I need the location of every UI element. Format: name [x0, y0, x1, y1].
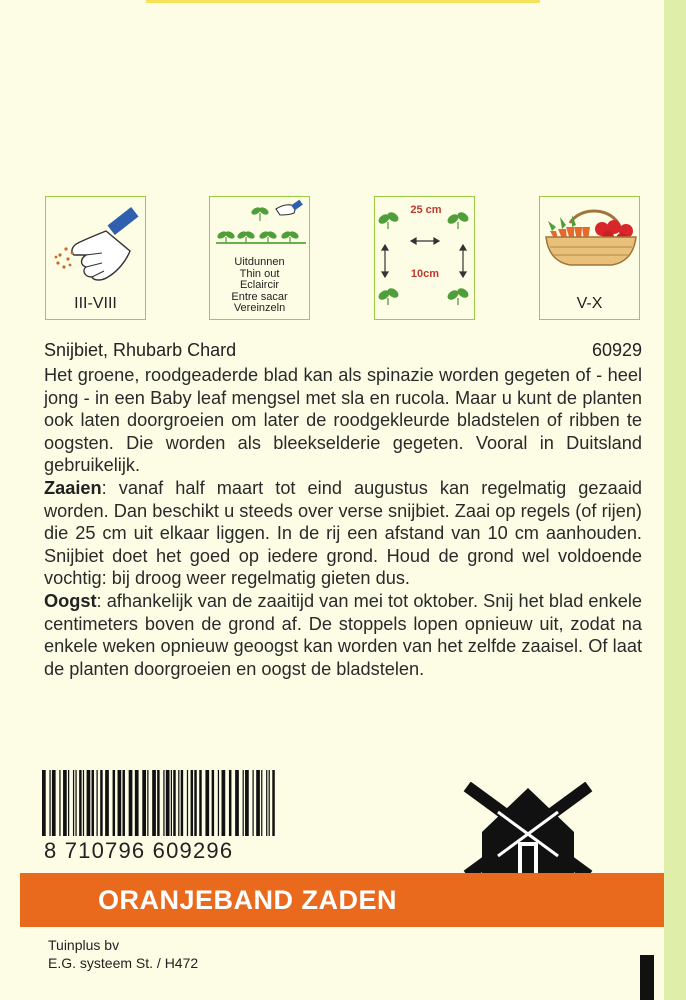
plant-spacing-icon [375, 197, 476, 321]
product-description [44, 364, 642, 680]
barcode-bar [100, 770, 102, 836]
barcode-bar [105, 770, 109, 836]
barcode-bar [252, 770, 253, 836]
thin-out-label-es: Entre sacar [231, 290, 288, 303]
company-certification: E.G. systeem St. / H472 [48, 955, 199, 971]
barcode-bar [79, 770, 81, 836]
barcode-bar [171, 770, 172, 836]
harvest-months: V-X [576, 295, 603, 312]
barcode-bar [96, 770, 97, 836]
barcode-bar [42, 770, 46, 836]
sowing-heading: Zaaien [44, 477, 102, 498]
barcode-bar [157, 770, 159, 836]
thin-out-label-nl: Uitdunnen [234, 256, 285, 268]
spacing-panel [374, 196, 475, 320]
barcode-bar [135, 770, 139, 836]
description-intro: Het groene, roodgeaderde blad kan als spinazie worden gegeten of - heel jong - in een Baby leaf mengsel met sla en rucola. Maar u kunt de planten ook laten doorgroeien om later de roodgekleurde bladstelen of ribben te oogsten. Die worden als bleekselderie gegeten. Vooral in Duitsland gebruikelijk. [44, 365, 642, 476]
barcode-bar [212, 770, 214, 836]
barcode-bar [129, 770, 133, 836]
right-edge-strip [664, 0, 686, 1000]
barcode-bar [191, 770, 193, 836]
thin-out-panel [209, 196, 310, 320]
barcode-bar [118, 770, 122, 836]
barcode-bar [256, 770, 260, 836]
barcode-bar [92, 770, 94, 836]
sowing-text: : vanaf half maart tot eind augustus kan regelmatig gezaaid worden. Dan beschikt u steeds over verse snijbiet. Zaai op regels (of rijen) die 25 cm uit elkaar liggen. In de rij een afstand van 10 cm aanhouden. Snijbiet doet het goed op iedere grond. Houd de grond wel voldoende vochtig: bij droog weer regelmatig gieten dus. [44, 477, 642, 589]
barcode-bar [245, 770, 249, 836]
barcode-bar [75, 770, 76, 836]
sowing-panel [45, 196, 146, 320]
barcode-bar [229, 770, 231, 836]
barcode-bar [52, 770, 56, 836]
barcode-bar [49, 770, 50, 836]
barcode-bar [199, 770, 201, 836]
harvest-text: : afhankelijk van de zaaitijd van mei tot oktober. Snij het blad enkele centimeters boven de grond af. De stoppels lopen opnieuw uit, zodat na enkele weken opnieuw geoogst kan worden van het zelfde zaaisel. Of laat de planten doorgroeien en oogst de bladstelen. [44, 590, 642, 679]
barcode-bar [73, 770, 74, 836]
barcode-bar [163, 770, 164, 836]
barcode-bar [181, 770, 183, 836]
barcode-bar [83, 770, 84, 836]
brand-name: ORANJEBAND ZADEN [98, 885, 398, 915]
product-name: Snijbiet, Rhubarb Chard [44, 340, 237, 360]
sowing-months: III-VIII [74, 295, 117, 312]
barcode-bar [266, 770, 267, 836]
company-name: Tuinplus bv [48, 937, 120, 953]
barcode [40, 770, 278, 838]
product-title-row [44, 340, 642, 361]
barcode-bar [59, 770, 60, 836]
black-registration-bar [640, 955, 654, 1000]
barcode-bar [187, 770, 188, 836]
barcode-bar [218, 770, 219, 836]
barcode-bar [269, 770, 270, 836]
thin-out-labels [210, 257, 309, 315]
harvest-panel [539, 196, 640, 320]
barcode-bar [194, 770, 196, 836]
harvest-heading: Oogst [44, 590, 97, 611]
barcode-bar [178, 770, 179, 836]
barcode-bar [68, 770, 69, 836]
barcode-number: 8 710796 609296 [44, 838, 234, 863]
plant-distance-label: 10cm [410, 268, 440, 280]
company-info [48, 936, 198, 972]
barcode-bar [222, 770, 226, 836]
barcode-bar [142, 770, 146, 836]
thin-out-label-de: Vereinzeln [233, 302, 286, 315]
barcode-bar [205, 770, 209, 836]
windmill-logo-icon [462, 782, 594, 880]
barcode-bar [113, 770, 115, 836]
thin-out-label-fr: Eclaircir [239, 279, 280, 292]
product-code: 60929 [591, 340, 642, 360]
harvest-paragraph [44, 590, 642, 680]
barcode-bar [63, 770, 67, 836]
row-distance-label: 25 cm [410, 204, 442, 216]
barcode-bar [173, 770, 175, 836]
barcode-bar [87, 770, 91, 836]
barcode-bar [243, 770, 244, 836]
barcode-bar [272, 770, 274, 836]
thin-out-label-en: Thin out [239, 267, 280, 280]
barcode-bar [147, 770, 148, 836]
barcode-bar [152, 770, 156, 836]
barcode-bar [235, 770, 239, 836]
sowing-paragraph [44, 477, 642, 590]
barcode-bar [261, 770, 262, 836]
barcode-bar [166, 770, 170, 836]
top-accent-bar [146, 0, 540, 3]
barcode-bar [122, 770, 124, 836]
